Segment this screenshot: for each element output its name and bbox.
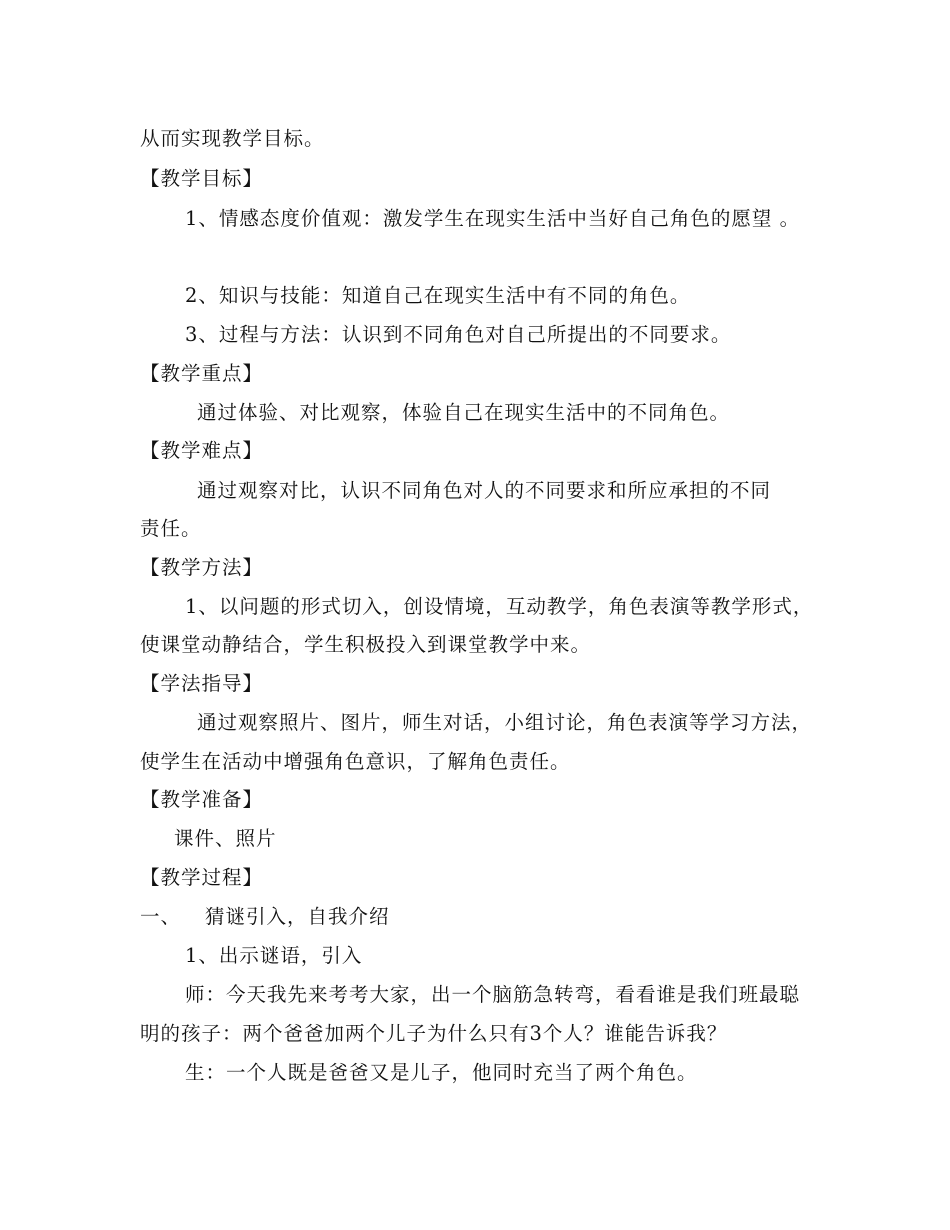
section-heading-methods: 【教学方法】 <box>140 556 264 579</box>
section-heading-difficulties: 【教学难点】 <box>140 439 264 462</box>
student-line: 生：一个人既是爸爸又是儿子，他同时充当了两个角色。 <box>185 1061 698 1084</box>
section-heading-study-guide: 【学法指导】 <box>140 672 264 695</box>
study-guide-text-line-2: 使学生在活动中增强角色意识，了解角色责任。 <box>140 750 571 773</box>
process-step-1 <box>140 904 820 930</box>
method-text-line-1: 1、以问题的形式切入，创设情境，互动教学，角色表演等教学形式， <box>185 595 814 618</box>
section-heading-goals: 【教学目标】 <box>140 167 264 190</box>
teacher-line-1: 师：今天我先来考考大家，出一个脑筋急转弯，看看谁是我们班最聪 <box>185 983 801 1006</box>
preparation-text: 课件、照片 <box>174 827 277 850</box>
teacher-line-2: 明的孩子：两个爸爸加两个儿子为什么只有3个人？谁能告诉我？ <box>140 1022 728 1045</box>
section-heading-preparation: 【教学准备】 <box>140 788 264 811</box>
process-step-title: 猜谜引入，自我介绍 <box>205 905 390 928</box>
difficulty-text-line-1: 通过观察对比，认识不同角色对人的不同要求和所应承担的不同 <box>197 479 772 502</box>
process-step-number: 一、 <box>140 905 182 928</box>
section-heading-key-points: 【教学重点】 <box>140 362 264 385</box>
key-point-text: 通过体验、对比观察，体验自己在现实生活中的不同角色。 <box>197 401 731 424</box>
process-substep-1: 1、出示谜语，引入 <box>185 944 363 967</box>
text-line: 从而实现教学目标。 <box>140 127 325 150</box>
goal-item-2: 2、知识与技能：知道自己在现实生活中有不同的角色。 <box>185 284 691 307</box>
goal-item-1: 1、情感态度价值观：激发学生在现实生活中当好自己角色的愿望 。 <box>185 207 801 230</box>
method-text-line-2: 使课堂动静结合，学生积极投入到课堂教学中来。 <box>140 633 592 656</box>
section-heading-process: 【教学过程】 <box>140 866 264 889</box>
study-guide-text-line-1: 通过观察照片、图片，师生对话，小组讨论，角色表演等学习方法， <box>197 711 813 734</box>
difficulty-text-line-2: 责任。 <box>140 517 202 540</box>
goal-item-3: 3、过程与方法：认识到不同角色对自己所提出的不同要求。 <box>185 323 732 346</box>
